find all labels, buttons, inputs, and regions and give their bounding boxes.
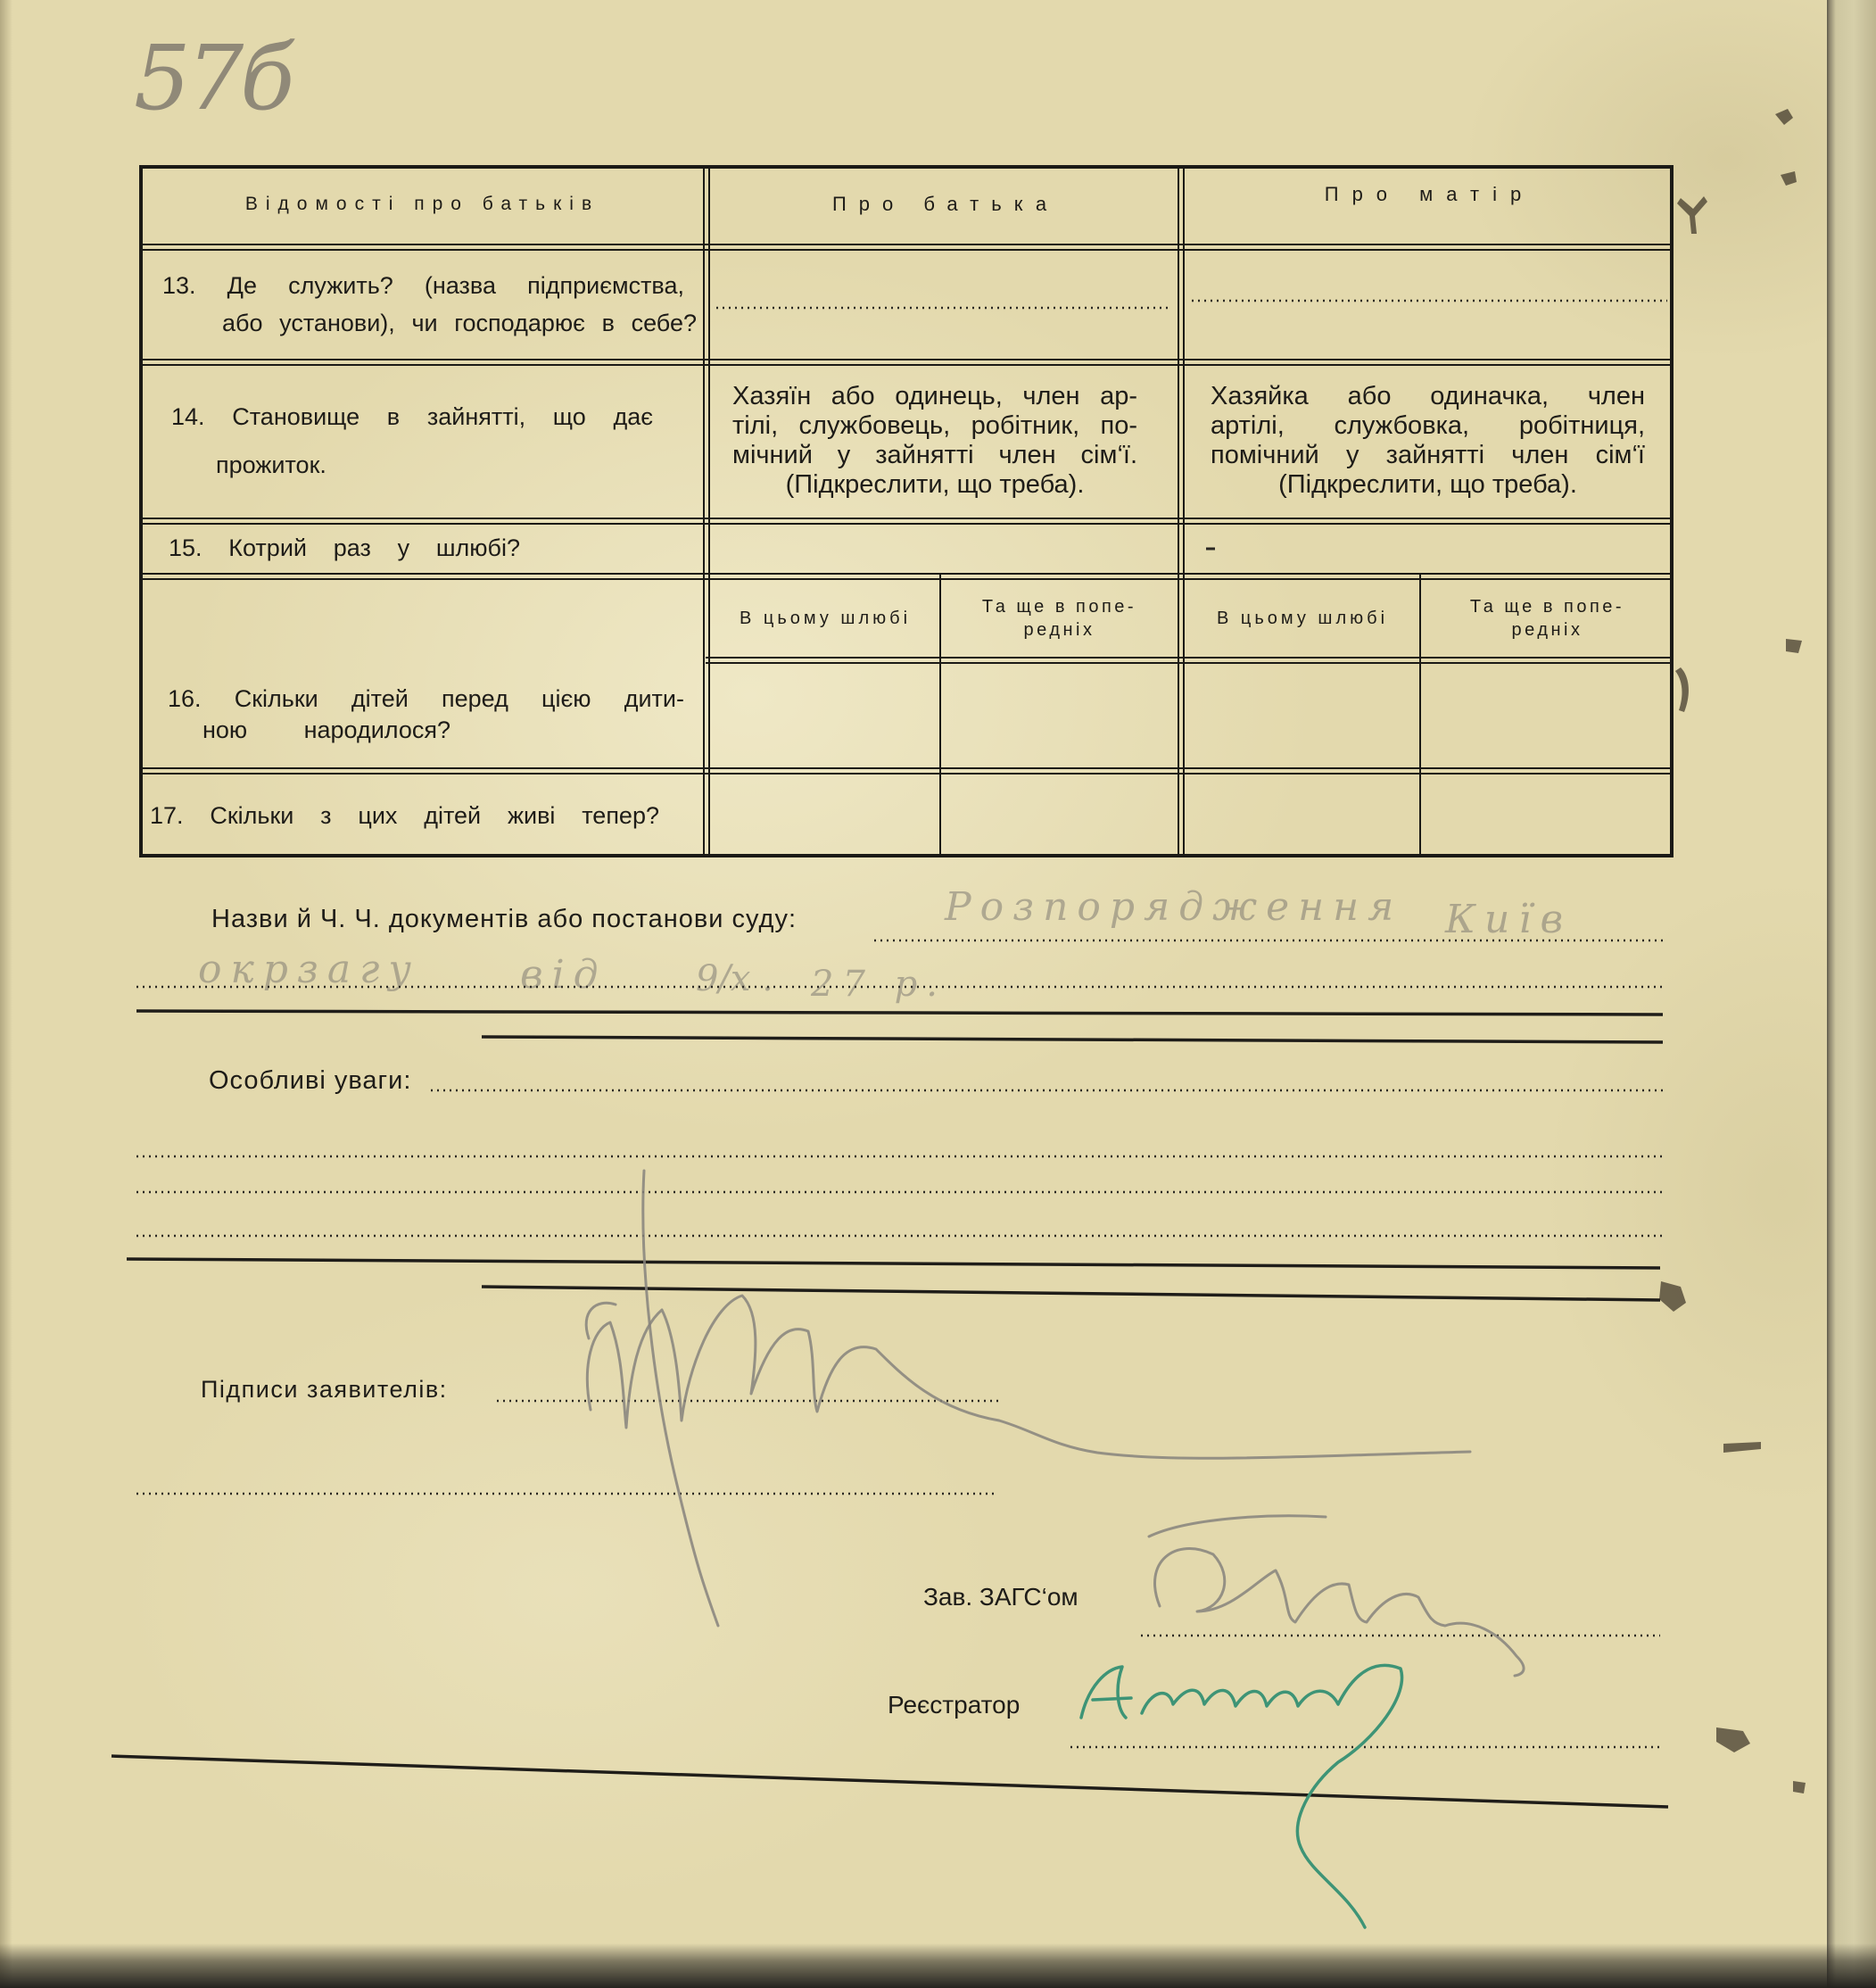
binding-hole — [1659, 1281, 1686, 1312]
signature-stroke — [587, 1296, 1470, 1458]
header-info-label: Відомості про батьків — [244, 194, 600, 214]
father-option-line: (Підкреслити, що треба). — [785, 470, 1085, 499]
binding-hole — [1723, 1442, 1761, 1453]
documents-handwritten-word: 9/х . — [696, 958, 773, 999]
question-15-line: 15. Котрий раз у шлюбі? — [169, 534, 520, 561]
mother-option-line: артілі, службовка, робітниця, — [1211, 411, 1645, 440]
mother-option-line: Хазяйка або одиначка, член — [1211, 382, 1645, 410]
header-mother-label: Про матір — [1324, 183, 1535, 205]
remarks-label: Особливі уваги: — [209, 1066, 412, 1095]
question-13-line: 13. Де служить? (назва підприємства, — [162, 271, 684, 299]
mother-option-line: (Підкреслити, що треба). — [1278, 470, 1577, 499]
subheader-label: В цьому шлюбі — [739, 609, 912, 628]
binding-hole — [1675, 667, 1689, 712]
binding-hole — [1793, 1781, 1806, 1793]
documents-handwritten-word: від — [520, 952, 607, 998]
question-14-line: прожиток. — [216, 451, 326, 478]
solid-rule — [482, 1287, 1660, 1300]
registry-head-label: Зав. ЗАГС‘ом — [923, 1583, 1078, 1611]
question-13-line: або установи), чи господарює в себе? — [222, 309, 697, 336]
header-father-label: Про батька — [831, 193, 1060, 215]
father-option-line: Хазяїн або одинець, член ар- — [732, 382, 1137, 410]
documents-handwritten-word: 27 р. — [811, 964, 946, 1005]
signature-stroke — [586, 1303, 616, 1338]
applicant-signature — [586, 1171, 1470, 1626]
solid-rule — [136, 1011, 1663, 1015]
binding-hole — [1781, 171, 1797, 186]
binding-hole — [1677, 196, 1707, 234]
subheader-label: редніх — [1023, 620, 1095, 640]
father-option-line: мічний у зайнятті член сім‘ї. — [732, 441, 1137, 469]
solid-rule — [482, 1037, 1663, 1042]
documents-handwritten-word: Київ — [1445, 897, 1573, 942]
question-14-line: 14. Становище в зайнятті, що дає — [171, 403, 653, 430]
applicants-signatures-label: Підписи заявителів: — [201, 1376, 448, 1403]
archive-page-number: 57б — [134, 26, 292, 130]
signature-stroke — [1149, 1516, 1326, 1537]
binding-hole — [1786, 639, 1802, 653]
question-16-line: 16. Скільки дітей перед цією дити- — [168, 685, 684, 712]
solid-rule — [127, 1259, 1660, 1268]
signature-stroke — [1155, 1548, 1525, 1676]
binding-hole — [1775, 109, 1793, 125]
subheader-label: редніх — [1511, 620, 1583, 640]
mother-option-line: помічний у зайнятті член сім‘ї — [1211, 441, 1645, 469]
subheader-label: Та ще в попе- — [981, 597, 1137, 617]
solid-rule — [112, 1756, 1668, 1807]
documents-handwritten-word: окрзагу — [198, 947, 420, 992]
question-17-line: 17. Скільки з цих дітей живі тепер? — [150, 801, 659, 829]
binding-hole — [1716, 1727, 1750, 1752]
subheader-label: В цьому шлюбі — [1216, 609, 1389, 628]
documents-handwritten-word: Розпорядження — [945, 884, 1403, 930]
registry-head-signature — [1149, 1516, 1524, 1676]
father-option-line: тілі, службовець, робітник, по- — [732, 411, 1137, 440]
subheader-label: Та ще в попе- — [1469, 597, 1625, 617]
registrar-label: Реєстратор — [888, 1691, 1021, 1719]
signature-stroke — [1081, 1667, 1131, 1718]
question-16-line: ною народилося? — [202, 717, 450, 743]
documents-label: Назви й Ч. Ч. документів або постанови суду: — [211, 905, 798, 933]
